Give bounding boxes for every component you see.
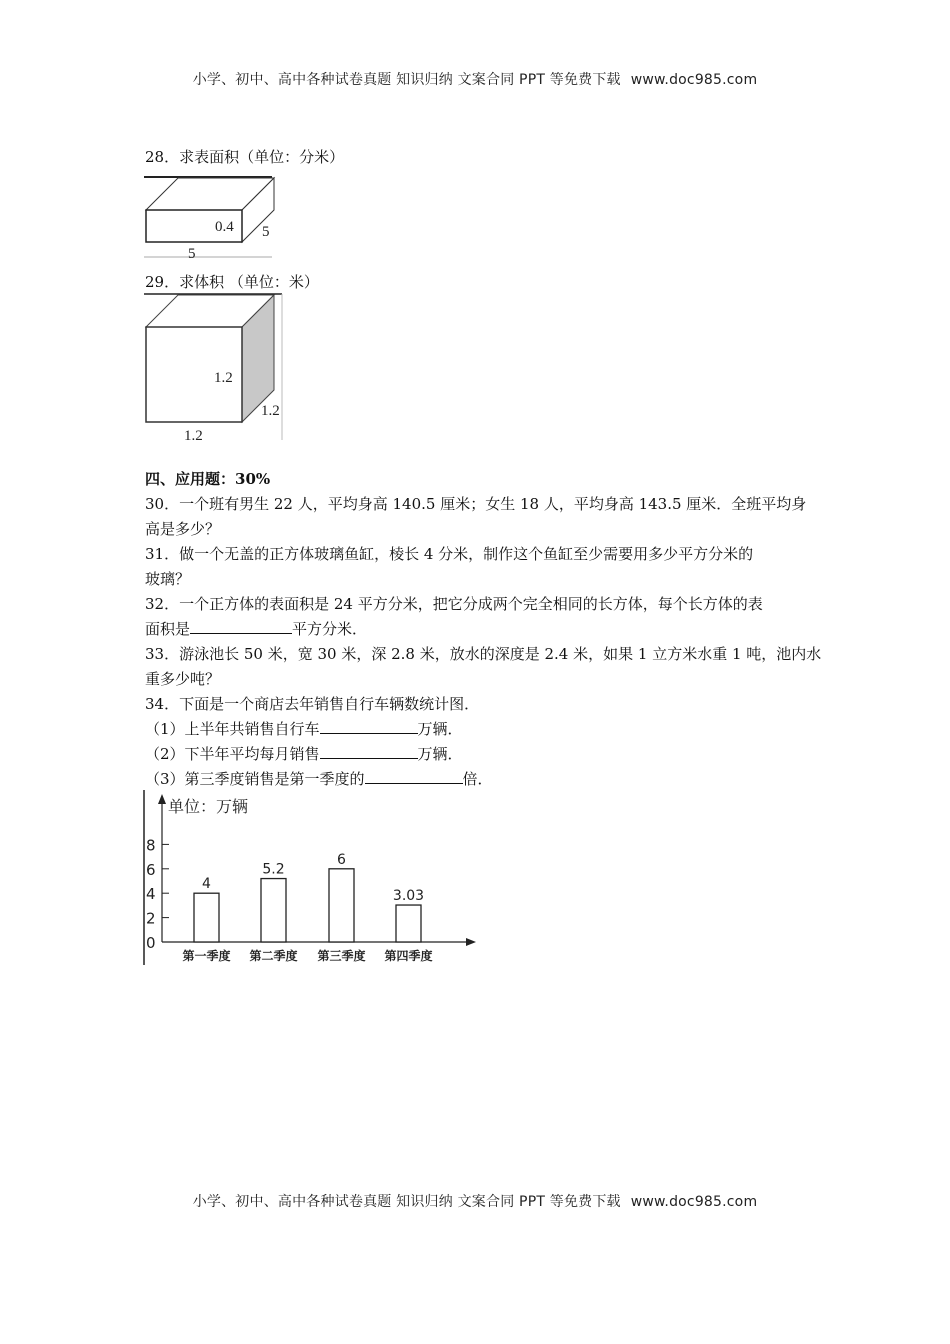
bar-value-label: 3.03 <box>392 888 425 905</box>
bar-chart <box>142 790 482 965</box>
height-label: 1.2 <box>214 370 233 386</box>
bar-value-label: 4 <box>202 876 211 893</box>
cube-figure <box>142 292 287 442</box>
q32-answer-blank[interactable] <box>190 617 292 634</box>
bar <box>261 879 286 942</box>
question-30-line1: 30．一个班有男生 22 人，平均身高 140.5 厘米；女生 18 人，平均身高 143.5 厘米．全班平均身 <box>145 495 807 513</box>
sub3-answer-blank[interactable] <box>365 767 463 784</box>
category-label: 第四季度 <box>384 949 433 963</box>
sub1-answer-blank[interactable] <box>320 717 418 734</box>
question-33-line1: 33．游泳池长 50 米，宽 30 米，深 2.8 米，放水的深度是 2.4 米，如果 1 立方米水重 1 吨，池内水 <box>145 645 822 663</box>
sub2-answer-blank[interactable] <box>320 742 418 759</box>
y-tick-label: 4 <box>146 885 156 904</box>
page-header <box>0 69 950 89</box>
sub1-text-post: 万辆． <box>417 720 463 738</box>
y-tick-label: 6 <box>146 860 156 879</box>
category-label: 第二季度 <box>249 949 298 963</box>
question-32-line1: 32．一个正方体的表面积是 24 平方分米，把它分成两个完全相同的长方体，每个长方体的表 <box>145 595 763 613</box>
question-31-line1: 31．做一个无盖的正方体玻璃鱼缸，棱长 4 分米，制作这个鱼缸至少需要用多少平方分米的 <box>145 545 754 563</box>
cuboid-figure <box>142 174 277 260</box>
bars <box>182 852 432 963</box>
question-34-intro: 34．下面是一个商店去年销售自行车辆数统计图． <box>145 695 480 713</box>
bar <box>396 905 421 942</box>
footer-text: 小学、初中、高中各种试卷真题 知识归纳 文案合同 PPT 等免费下载 <box>192 1194 621 1210</box>
section-4-title: 四、应用题：30% <box>145 470 271 488</box>
y-axis-ticks <box>146 836 169 952</box>
question-29-title: 29．求体积 （单位：米） <box>145 273 319 291</box>
bar-value-label: 6 <box>337 851 346 868</box>
depth-label: 1.2 <box>261 403 280 419</box>
sub1-text-pre: （1）上半年共销售自行车 <box>145 720 320 738</box>
question-28-title: 28．求表面积（单位：分米） <box>145 148 345 166</box>
sub2-text-post: 万辆． <box>417 745 463 763</box>
bar <box>194 893 219 942</box>
question-30-line2: 高是多少？ <box>145 520 221 538</box>
question-34-sub2 <box>145 742 463 766</box>
y-tick-label: 2 <box>146 909 156 928</box>
header-text: 小学、初中、高中各种试卷真题 知识归纳 文案合同 PPT 等免费下载 <box>192 72 621 88</box>
question-34-sub3 <box>145 767 493 791</box>
q32-text-post: 平方分米． <box>292 620 368 638</box>
bar-value-label: 5.2 <box>262 861 285 878</box>
y-tick-label: 0 <box>146 934 156 952</box>
length-label: 1.2 <box>184 428 203 442</box>
sub2-text-pre: （2）下半年平均每月销售 <box>145 745 320 763</box>
sub3-text-pre: （3）第三季度销售是第一季度的 <box>145 770 365 788</box>
category-label: 第一季度 <box>182 949 231 963</box>
y-tick-label: 8 <box>146 836 156 855</box>
header-url[interactable]: www.doc985.com <box>630 72 758 88</box>
question-32-line2 <box>145 617 367 641</box>
length-label: 5 <box>188 246 196 260</box>
question-33-line2: 重多少吨？ <box>145 670 221 688</box>
height-label: 0.4 <box>215 219 234 235</box>
category-label: 第三季度 <box>317 949 366 963</box>
question-34-sub1 <box>145 717 463 741</box>
question-31-line2: 玻璃？ <box>145 570 191 588</box>
depth-label: 5 <box>262 224 270 240</box>
y-axis-arrow-icon <box>158 794 166 804</box>
sub3-text-post: 倍． <box>462 770 493 788</box>
x-axis-arrow-icon <box>466 938 476 946</box>
footer-url[interactable]: www.doc985.com <box>630 1194 758 1210</box>
bar <box>329 869 354 942</box>
page-footer <box>0 1191 950 1211</box>
q32-text-pre: 面积是 <box>145 620 191 638</box>
chart-unit-label: 单位：万辆 <box>168 797 249 816</box>
